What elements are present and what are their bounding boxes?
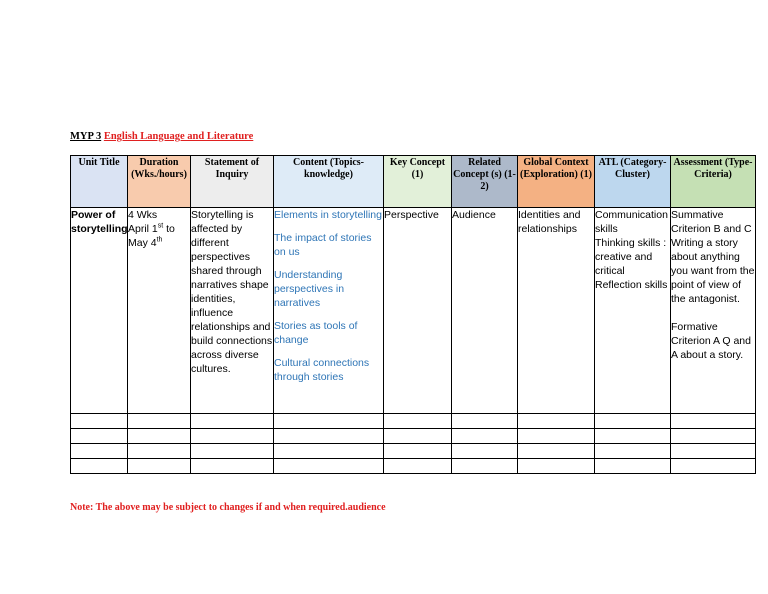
header-content: Content (Topics-knowledge) <box>274 156 384 208</box>
cell-duration <box>128 208 191 414</box>
title-subject: English Language and Literature <box>103 131 254 142</box>
empty-row <box>71 429 756 444</box>
table-row <box>71 208 756 414</box>
duration-weeks: 4 Wks <box>128 209 158 221</box>
empty-row <box>71 414 756 429</box>
assessment-summative: Summative Criterion B and C Writing a story about anything you want from the point of view of the antagonist. <box>671 209 755 305</box>
atl-item: Communication skills <box>595 209 668 235</box>
header-assessment: Assessment (Type- Criteria) <box>671 156 756 208</box>
header-related-concept: Related Concept (s) (1-2) <box>452 156 518 208</box>
header-duration: Duration (Wks./hours) <box>128 156 191 208</box>
document-title <box>70 131 253 142</box>
content-item: Stories as tools of change <box>274 320 358 346</box>
header-global-context: Global Context (Exploration) (1) <box>518 156 595 208</box>
content-item: Cultural connections through stories <box>274 357 370 383</box>
cell-key-concept: Perspective <box>384 208 452 414</box>
header-statement-of-inquiry: Statement of Inquiry <box>191 156 274 208</box>
cell-statement: Storytelling is affected by different perspectives shared through narratives shape identities, influence relationships and build connections across diverse cultures. <box>191 208 274 414</box>
content-item: Understanding perspectives in narratives <box>274 269 345 309</box>
unit-plan-table <box>70 155 756 474</box>
header-row <box>71 156 756 208</box>
empty-row <box>71 444 756 459</box>
duration-start: April 1 <box>128 223 158 235</box>
duration-dates <box>128 222 190 250</box>
duration-end: to May 4 <box>128 223 175 249</box>
cell-global-context: Identities and relationships <box>518 208 595 414</box>
header-key-concept: Key Concept (1) <box>384 156 452 208</box>
atl-item: Reflection skills <box>595 279 668 291</box>
content-item: Elements in storytelling <box>274 209 382 221</box>
content-item: The impact of stories on us <box>274 232 372 258</box>
assessment-formative: Formative Criterion A Q and A about a story. <box>671 321 751 361</box>
cell-assessment <box>671 208 756 414</box>
atl-item: Thinking skills : creative and critical <box>595 237 667 277</box>
cell-atl <box>595 208 671 414</box>
cell-related-concept: Audience <box>452 208 518 414</box>
title-prefix: MYP 3 <box>70 131 102 142</box>
cell-content <box>274 208 384 414</box>
footer-note: Note: The above may be subject to changes if and when required.audience <box>70 502 386 513</box>
empty-row <box>71 459 756 474</box>
header-atl: ATL (Category- Cluster) <box>595 156 671 208</box>
duration-end-suffix: th <box>156 236 163 244</box>
header-unit-title: Unit Title <box>71 156 128 208</box>
duration-start-suffix: st <box>157 222 164 230</box>
cell-unit-title: Power of storytelling <box>71 208 128 414</box>
